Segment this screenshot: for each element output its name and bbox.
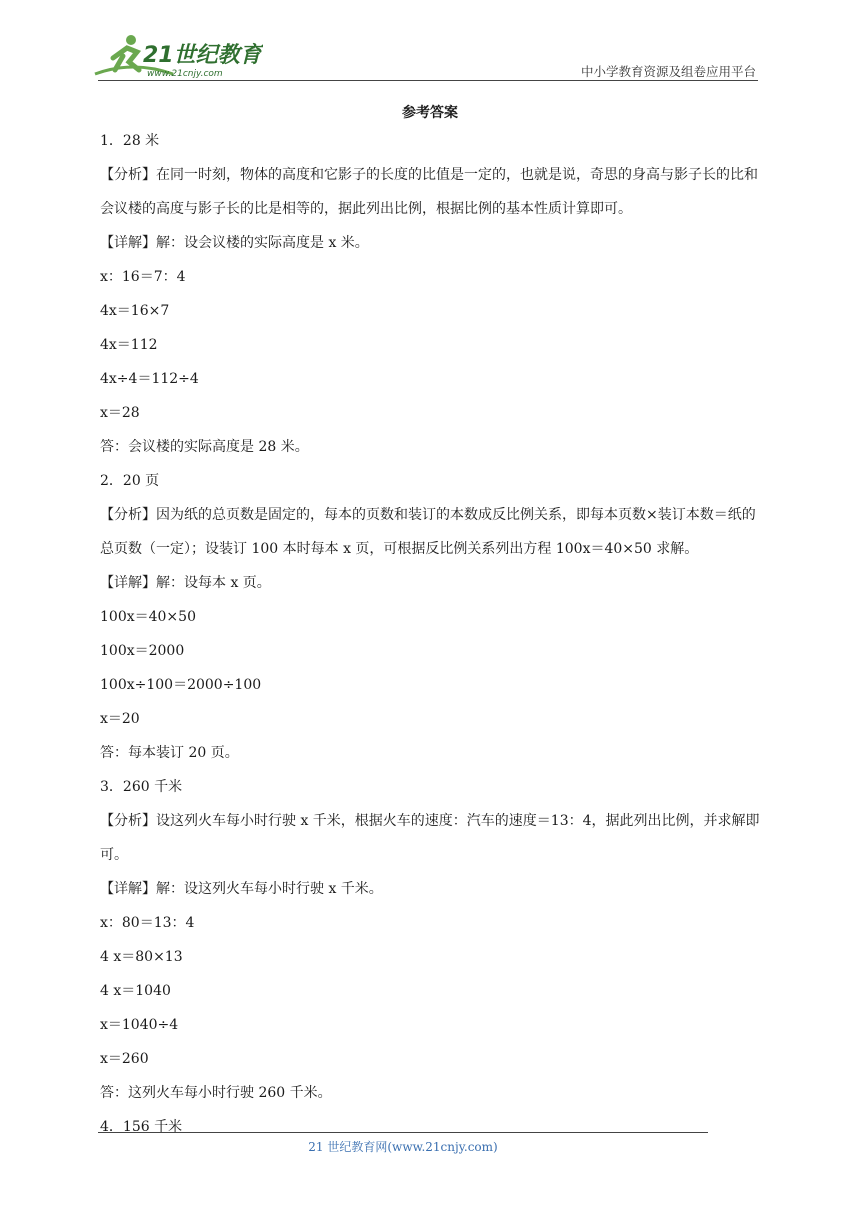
answer-line: 4x＝112 xyxy=(100,337,158,353)
answer-line: 答：会议楼的实际高度是 28 米。 xyxy=(100,439,309,455)
answer-line: 4x＝16×7 xyxy=(100,303,170,319)
answer-line: 100x÷100＝2000÷100 xyxy=(100,677,262,693)
answer-line: x：80＝13：4 xyxy=(100,915,195,931)
answer-line: x＝20 xyxy=(100,711,140,727)
answer-line: 4 x＝1040 xyxy=(100,983,171,999)
answer-line: x＝28 xyxy=(100,405,140,421)
footer-text: 21 世纪教育网(www.21cnjy.com) xyxy=(308,1140,498,1154)
answer-line: 100x＝40×50 xyxy=(100,609,196,625)
answer-line: 答：每本装订 20 页。 xyxy=(100,745,239,761)
answer-line: 3．260 千米 xyxy=(100,779,183,795)
answer-line: 【详解】解：设每本 x 页。 xyxy=(100,575,271,591)
page-title: 参考答案 xyxy=(402,105,458,121)
answer-line: 100x＝2000 xyxy=(100,643,185,659)
footer-divider xyxy=(98,1132,708,1133)
svg-text:www.21cnjy.com: www.21cnjy.com xyxy=(147,69,223,79)
answer-paragraph: 【分析】在同一时刻，物体的高度和它影子的长度的比值是一定的，也就是说，奇思的身高与影子长的比和会议楼的高度与影子长的比是相等的，据此列出比例，根据比例的基本性质计算即可。 xyxy=(100,167,758,217)
logo-21cnjy xyxy=(93,30,263,80)
answer-line: 答：这列火车每小时行驶 260 千米。 xyxy=(100,1085,332,1101)
answer-line: 4x÷4＝112÷4 xyxy=(100,371,199,387)
answer-line: 【详解】解：设这列火车每小时行驶 x 千米。 xyxy=(100,881,383,897)
answer-line: x＝260 xyxy=(100,1051,149,1067)
answer-paragraph: 【分析】因为纸的总页数是固定的，每本的页数和装订的本数成反比例关系，即每本页数×装订本数＝纸的总页数（一定）；设装订 100 本时每本 x 页，可根据反比例关系列出方程 100x＝40×50 求解。 xyxy=(100,507,756,557)
answer-line: 4 x＝80×13 xyxy=(100,949,183,965)
platform-label: 中小学教育资源及组卷应用平台 xyxy=(580,64,756,79)
answer-content xyxy=(100,124,760,1144)
answer-line: 【详解】解：设会议楼的实际高度是 x 米。 xyxy=(100,235,369,251)
answer-line: 2．20 页 xyxy=(100,473,160,489)
answer-line: 4．156 千米 xyxy=(100,1119,183,1135)
page-header xyxy=(0,0,860,90)
answer-line: x＝1040÷4 xyxy=(100,1017,179,1033)
header-divider xyxy=(98,80,758,81)
answer-paragraph: 【分析】设这列火车每小时行驶 x 千米，根据火车的速度：汽车的速度＝13：4，据此列出比例，并求解即可。 xyxy=(100,813,760,863)
answer-line: 1．28 米 xyxy=(100,133,160,149)
svg-text:21世纪教育: 21世纪教育 xyxy=(143,43,262,68)
answer-line: x：16＝7：4 xyxy=(100,269,186,285)
